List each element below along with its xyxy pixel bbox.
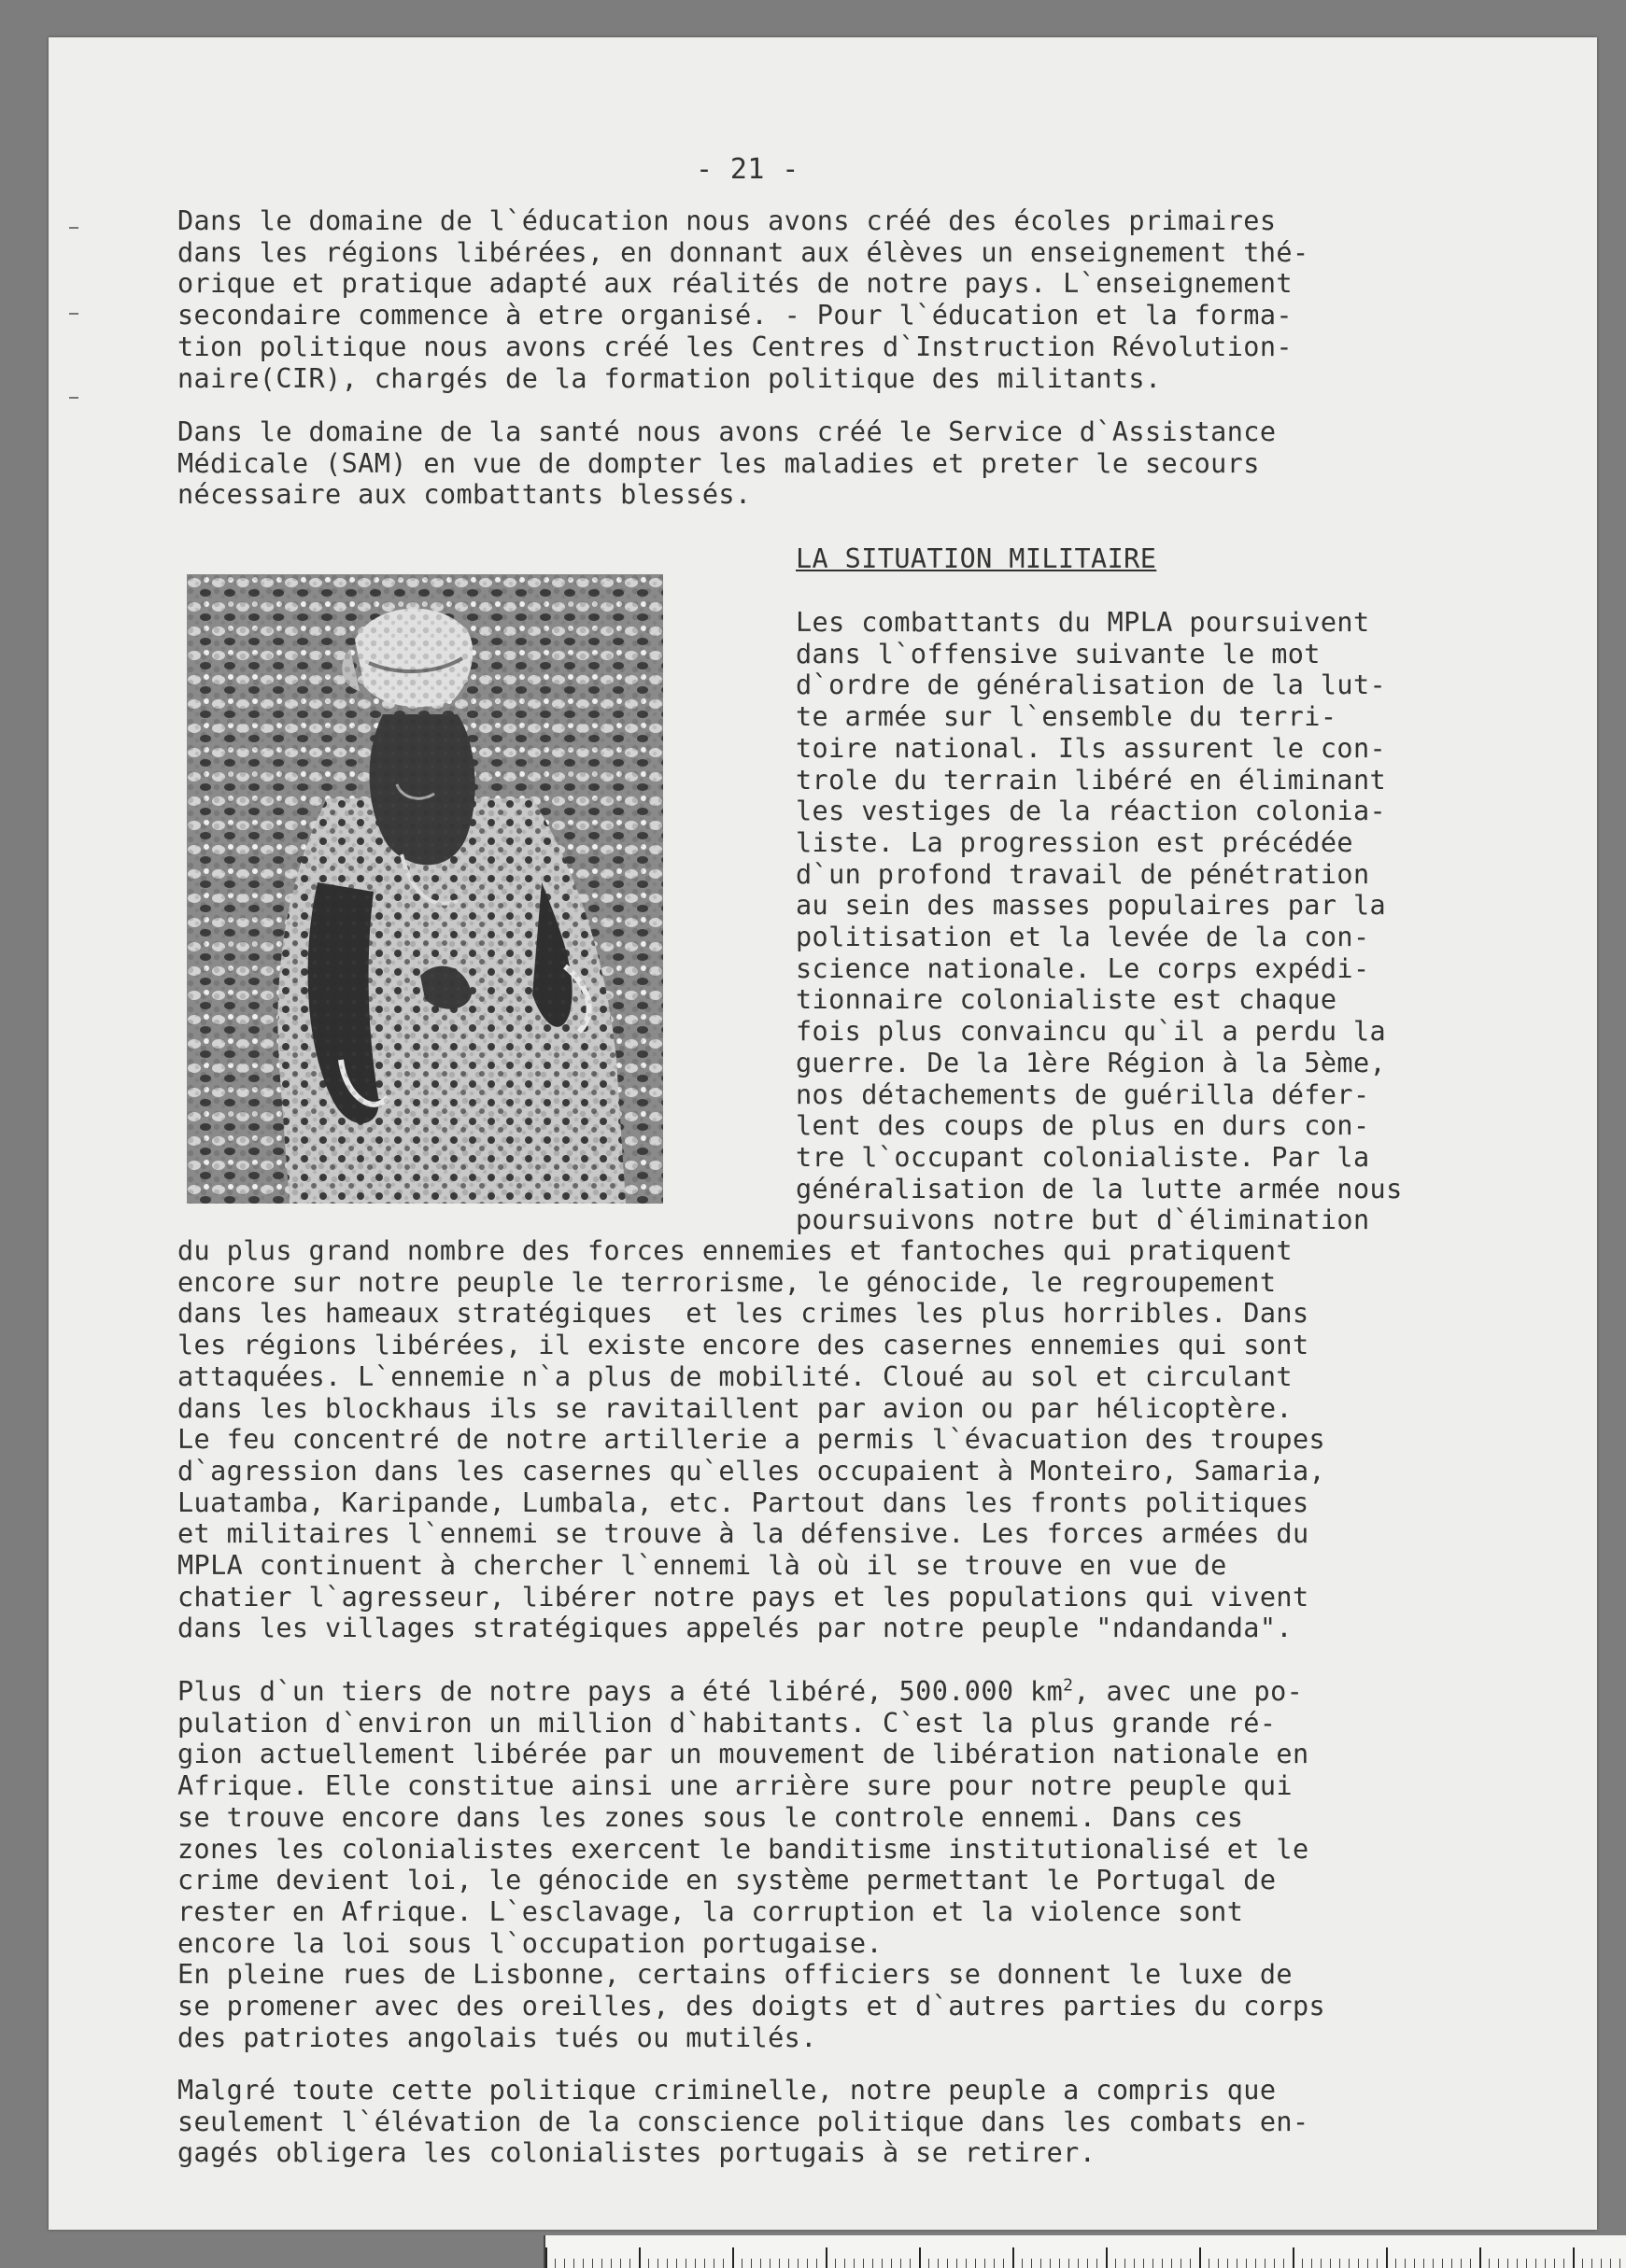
- scale-ruler: [544, 2235, 1626, 2268]
- paragraph-military-column: Les combattants du MPLA poursuivent dans l`offensive suivante le mot d`ordre de généralisation de la lut- te armée sur l`ensemble du terri- toire national. Ils assurent le con- trole du terrain libéré en éliminant les vestiges de la réaction colonia- liste. La progression est précédée d`un profond travail de pénétration au sein des masses populaires par la politisation et la levée de la con- science nationale. Le corps expédi- tionnaire colonialiste est chaque fois plus convaincu qu`il a perdu la guerre. De la 1ère Région à la 5ème, nos détachements de guérilla défer- lent des coups de plus en durs con- tre l`occupant colonialiste. Par la généralisation de la lutte armée nous poursuivons notre but d`élimination: [796, 607, 1403, 1236]
- paragraph-education: Dans le domaine de l`éducation nous avons créé des écoles primaires dans les régions libérées, en donnant aux élèves un enseignement thé- orique et pratique adapté aux réalités de notre pays. L`enseignement secondaire commence à etre organisé. - Pour l`éducation et la forma- tion politique nous avons créé les Centres d`Instruction Révolution- naire(CIR), chargés de la formation politique des militants.: [177, 205, 1309, 394]
- paragraph-conclusion: Malgré toute cette politique criminelle, notre peuple a compris que seulement l`élévation de la conscience politique dans les combats en- gagés obligera les colonialistes portugais à se retirer.: [177, 2075, 1309, 2169]
- superscript-two: 2: [1063, 1675, 1074, 1696]
- paragraph-military-continued: du plus grand nombre des forces ennemies et fantoches qui pratiquent encore sur notre peuple le terrorisme, le génocide, le regroupement dans les hameaux stratégiques et les crimes les plus horribles. Dans les régions libérées, il existe encore des casernes ennemies qui sont attaquées. L`ennemie n`a plus de mobilité. Cloué au sol et circulant dans les blockhaus ils se ravitaillent par avion ou par hélicoptère. Le feu concentré de notre artillerie a permis l`évacuation des troupes d`agression dans les casernes qu`elles occupaient à Monteiro, Samaria, Luatamba, Karipande, Lumbala, etc. Partout dans les fronts politiques et militaires l`ennemi se trouve à la défensive. Les forces armées du MPLA continuent à chercher l`ennemi là où il se trouve en vue de chatier l`agresseur, libérer notre pays et les populations qui vivent dans les villages stratégiques appelés par notre peuple "ndandanda".: [177, 1235, 1326, 1644]
- margin-mark: [69, 397, 78, 399]
- photo-woman-portrait: [187, 574, 663, 1204]
- margin-mark: [69, 313, 78, 315]
- liberated-text-rest: pulation d`environ un million d`habitants. C`est la plus grande ré- gion actuellement libérée par un mouvement de libération nationale en Afrique. Elle constitue ainsi une arrière sure pour notre peuple qui se trouve encore dans les zones sous le controle ennemi. Dans ces zones les colonialistes exercent le banditisme institutionalisé et le crime devient loi, le génocide en système permettant le Portugal de rester en Afrique. L`esclavage, la corruption et la violence sont encore la loi sous l`occupation portugaise. En pleine rues de Lisbonne, certains officiers se donnent le luxe de se promener avec des oreilles, des doigts et d`autres parties du corps des patriotes angolais tués ou mutilés.: [177, 1707, 1326, 2053]
- page-number: - 21 -: [696, 153, 799, 186]
- liberated-text-end: , avec une po-: [1073, 1676, 1304, 1707]
- paragraph-liberated-regions: [177, 1676, 1325, 2053]
- margin-mark: [69, 227, 78, 229]
- section-heading: LA SITUATION MILITAIRE: [796, 543, 1157, 574]
- liberated-text-start: Plus d`un tiers de notre pays a été libéré, 500.000 km: [177, 1676, 1064, 1707]
- ruler-ticks: [545, 2247, 1626, 2268]
- paragraph-health: Dans le domaine de la santé nous avons créé le Service d`Assistance Médicale (SAM) en vue de dompter les maladies et preter le secours nécessaire aux combattants blessés.: [177, 416, 1277, 511]
